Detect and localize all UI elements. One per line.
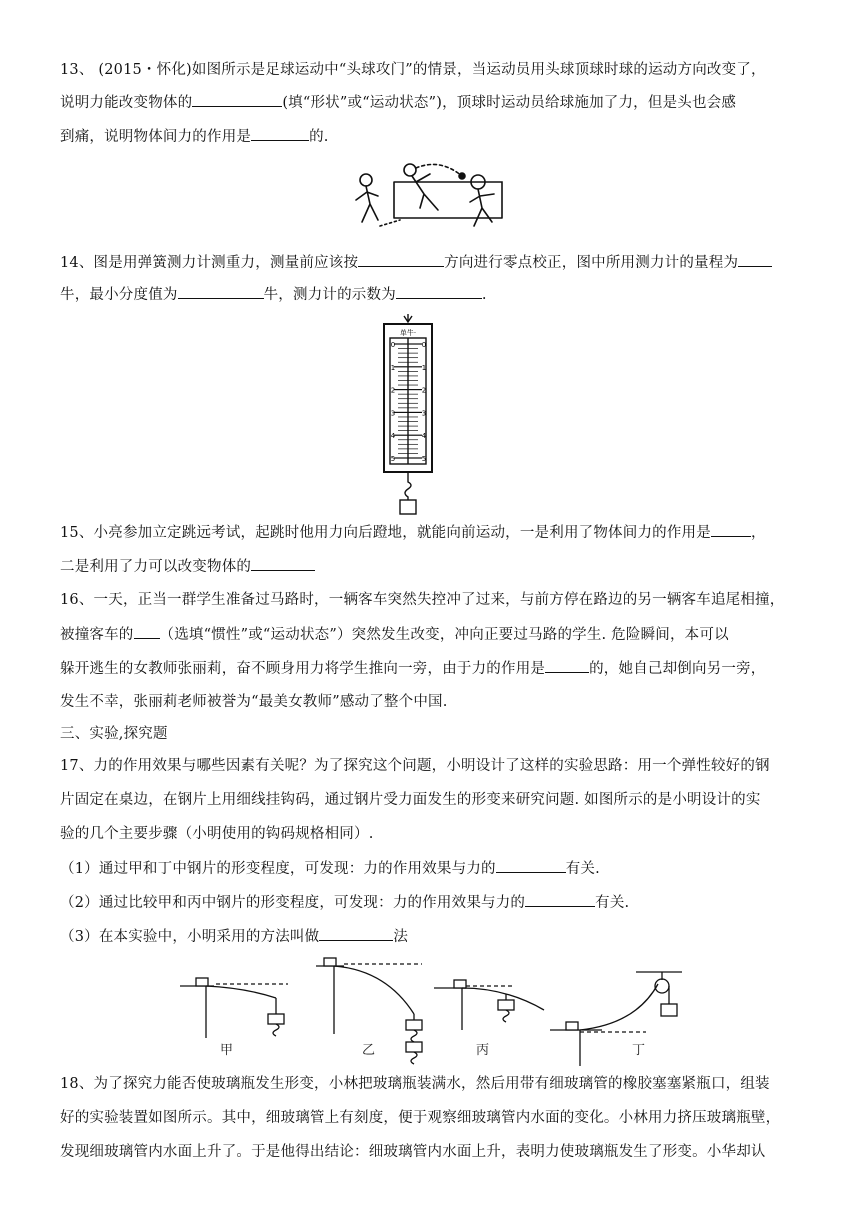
q16-text-1: 16、一天，正当一群学生准备过马路时，一辆客车突然失控冲了过来，与前方停在路边的另一辆客车追尾相撞， — [60, 592, 785, 608]
scale-tick-label-right: 5 — [421, 455, 427, 463]
q16-line-2 — [60, 624, 729, 645]
player-mid-body — [412, 174, 438, 210]
q14-blank-4[interactable] — [396, 284, 482, 299]
q13-line-1 — [60, 60, 766, 80]
q14-line-2 — [60, 284, 487, 305]
header-ball-figure — [350, 160, 520, 238]
q17-part-3 — [60, 926, 408, 947]
setup-label-2: 丙 — [476, 1043, 490, 1058]
q15-line-1 — [60, 522, 766, 543]
q15-text-2a: 二是利用了力可以改变物体的 — [60, 559, 252, 575]
q17-line-2 — [60, 790, 761, 810]
section-3-text: 三、实验,探究题 — [60, 726, 168, 742]
q17-text-1: 17、力的作用效果与哪些因素有关呢？为了探究这个问题，小明设计了这样的实验思路：用一个弹性较好的钢 — [60, 758, 770, 774]
q16-line-3 — [60, 658, 766, 679]
scale-hook-top — [404, 314, 412, 322]
scale-hook-bottom — [405, 472, 411, 500]
q18-text-3: 发现细玻璃管内水面上升了。于是他得出结论：细玻璃管内水面上升，表明力使玻璃瓶发生了形变。小华却认 — [60, 1144, 766, 1160]
setup-jia — [180, 978, 288, 1038]
scale-unit-label: 单牛· — [399, 329, 417, 337]
q18-text-2: 好的实验装置如图所示。其中，细玻璃管上有刻度，便于观察细玻璃管内水面的变化。小林用力挤压玻璃瓶壁， — [60, 1110, 781, 1126]
spring-scale-figure — [378, 312, 438, 516]
scale-tick-label-right: 1 — [421, 363, 427, 372]
scale-tick-label-right: 3 — [421, 409, 427, 418]
q14-text-2c: . — [481, 287, 487, 303]
hanging-weight — [400, 500, 416, 514]
q14-text-1a: 14、图是用弹簧测力计测重力，测量前应该按 — [60, 255, 359, 271]
q18-text-1: 18、为了探究力能否使玻璃瓶发生形变，小林把玻璃瓶装满水，然后用带有细玻璃管的橡胶塞塞紧瓶口，组装 — [60, 1076, 770, 1092]
player-left-body — [356, 186, 378, 222]
q17-part-2 — [60, 892, 629, 913]
q17-text-p1a: （1）通过甲和丁中钢片的形变程度，可发现：力的作用效果与力的 — [60, 861, 496, 877]
q17-line-3 — [60, 824, 374, 844]
q13-blank-1[interactable] — [192, 92, 282, 107]
q17-text-3: 验的几个主要步骤（小明使用的钩码规格相同）. — [60, 826, 374, 842]
ball — [459, 173, 465, 179]
q16-text-3a: 躲开逃生的女教师张丽莉，奋不顾身用力将学生推向一旁，由于力的作用是 — [60, 661, 546, 677]
q17-blank-3[interactable] — [319, 926, 393, 941]
q16-line-4 — [60, 692, 448, 712]
q13-text-1: 13、 (2015・怀化)如图所示是足球运动中“头球攻门”的情景，当运动员用头球顶球时球的运动方向改变了， — [60, 62, 766, 78]
q14-text-1b: 方向进行零点校正，图中所用测力计的量程为 — [444, 255, 739, 271]
scale-tick-label-left: 4 — [390, 432, 396, 441]
section-3-heading — [60, 724, 168, 744]
q13-text-3b: 的. — [309, 129, 329, 145]
q17-text-p2a: （2）通过比较甲和丙中钢片的形变程度，可发现：力的作用效果与力的 — [60, 895, 526, 911]
q13-text-3a: 到痛，说明物体间力的作用是 — [60, 129, 252, 145]
q13-line-2 — [60, 92, 736, 113]
ground-mark — [380, 220, 400, 226]
q17-text-p3a: （3）在本实验中，小明采用的方法叫做 — [60, 929, 320, 945]
setup-bing — [434, 980, 544, 1030]
q16-text-4: 发生不幸，张丽莉老师被誉为“最美女教师”感动了整个中国. — [60, 694, 448, 710]
scale-tick-label-right: 4 — [421, 432, 427, 441]
q15-text-1a: 15、小亮参加立定跳远考试，起跳时他用力向后蹬地，就能向前运动，一是利用了物体间力的作用是 — [60, 525, 711, 541]
steel-strip-labels — [220, 1043, 645, 1058]
player-right-body — [470, 189, 494, 226]
q13-blank-2[interactable] — [251, 126, 309, 141]
q15-blank-1[interactable] — [711, 522, 751, 537]
steel-strip-figure — [176, 954, 690, 1066]
player-left-head — [360, 174, 372, 186]
q17-blank-2[interactable] — [525, 892, 595, 907]
q16-blank-1[interactable] — [134, 624, 160, 639]
ball-trajectory — [416, 164, 462, 176]
q17-text-p2b: 有关. — [595, 895, 630, 911]
scale-tick-label-right: 2 — [421, 386, 427, 395]
scale-tick-label-left: 5 — [390, 455, 396, 463]
q18-line-3 — [60, 1142, 766, 1162]
q13-text-2b: (填“形状”或“运动状态”)，顶球时运动员给球施加了力，但是头也会感 — [282, 95, 737, 111]
q14-text-2b: 牛，测力计的示数为 — [263, 287, 396, 303]
q13-line-3 — [60, 126, 329, 147]
q17-blank-1[interactable] — [496, 858, 566, 873]
q15-line-2 — [60, 556, 315, 577]
q17-line-1 — [60, 756, 770, 776]
player-mid-head — [404, 164, 416, 176]
q16-text-2a: 被撞客车的 — [60, 627, 134, 643]
q16-text-3b: 的，她自己却倒向另一旁， — [589, 661, 766, 677]
q14-blank-3[interactable] — [178, 284, 264, 299]
q15-text-1b: ， — [750, 525, 766, 541]
q17-text-p3b: 法 — [393, 929, 409, 945]
setup-ding — [550, 972, 682, 1066]
q17-part-1 — [60, 858, 600, 879]
setup-label-0: 甲 — [220, 1043, 234, 1058]
scale-tick-label-left: 3 — [390, 409, 396, 418]
q18-line-2 — [60, 1108, 780, 1128]
q14-blank-1[interactable] — [358, 252, 444, 267]
scale-tick-label-left: 0 — [390, 341, 396, 349]
q15-blank-2[interactable] — [251, 556, 315, 571]
q14-text-2a: 牛，最小分度值为 — [60, 287, 178, 303]
setup-label-3: 丁 — [632, 1043, 646, 1058]
q14-blank-2[interactable] — [738, 252, 772, 267]
q16-line-1 — [60, 590, 784, 610]
q13-text-2a: 说明力能改变物体的 — [60, 95, 193, 111]
q18-line-1 — [60, 1074, 770, 1094]
q17-text-2: 片固定在桌边，在钢片上用细线挂钩码，通过钢片受力面发生的形变来研究问题. 如图所示的是小明设计的实 — [60, 792, 761, 808]
q17-text-p1b: 有关. — [565, 861, 600, 877]
q16-blank-2[interactable] — [545, 658, 589, 673]
setup-label-1: 乙 — [362, 1043, 376, 1058]
q14-line-1 — [60, 252, 772, 273]
scale-tick-label-left: 1 — [390, 363, 396, 372]
q16-text-2b: （选填“惯性”或“运动状态”）突然发生改变，冲向正要过马路的学生. 危险瞬间，本可以 — [159, 627, 729, 643]
scale-tick-label-left: 2 — [390, 386, 396, 395]
scale-tick-label-right: 0 — [421, 341, 427, 349]
